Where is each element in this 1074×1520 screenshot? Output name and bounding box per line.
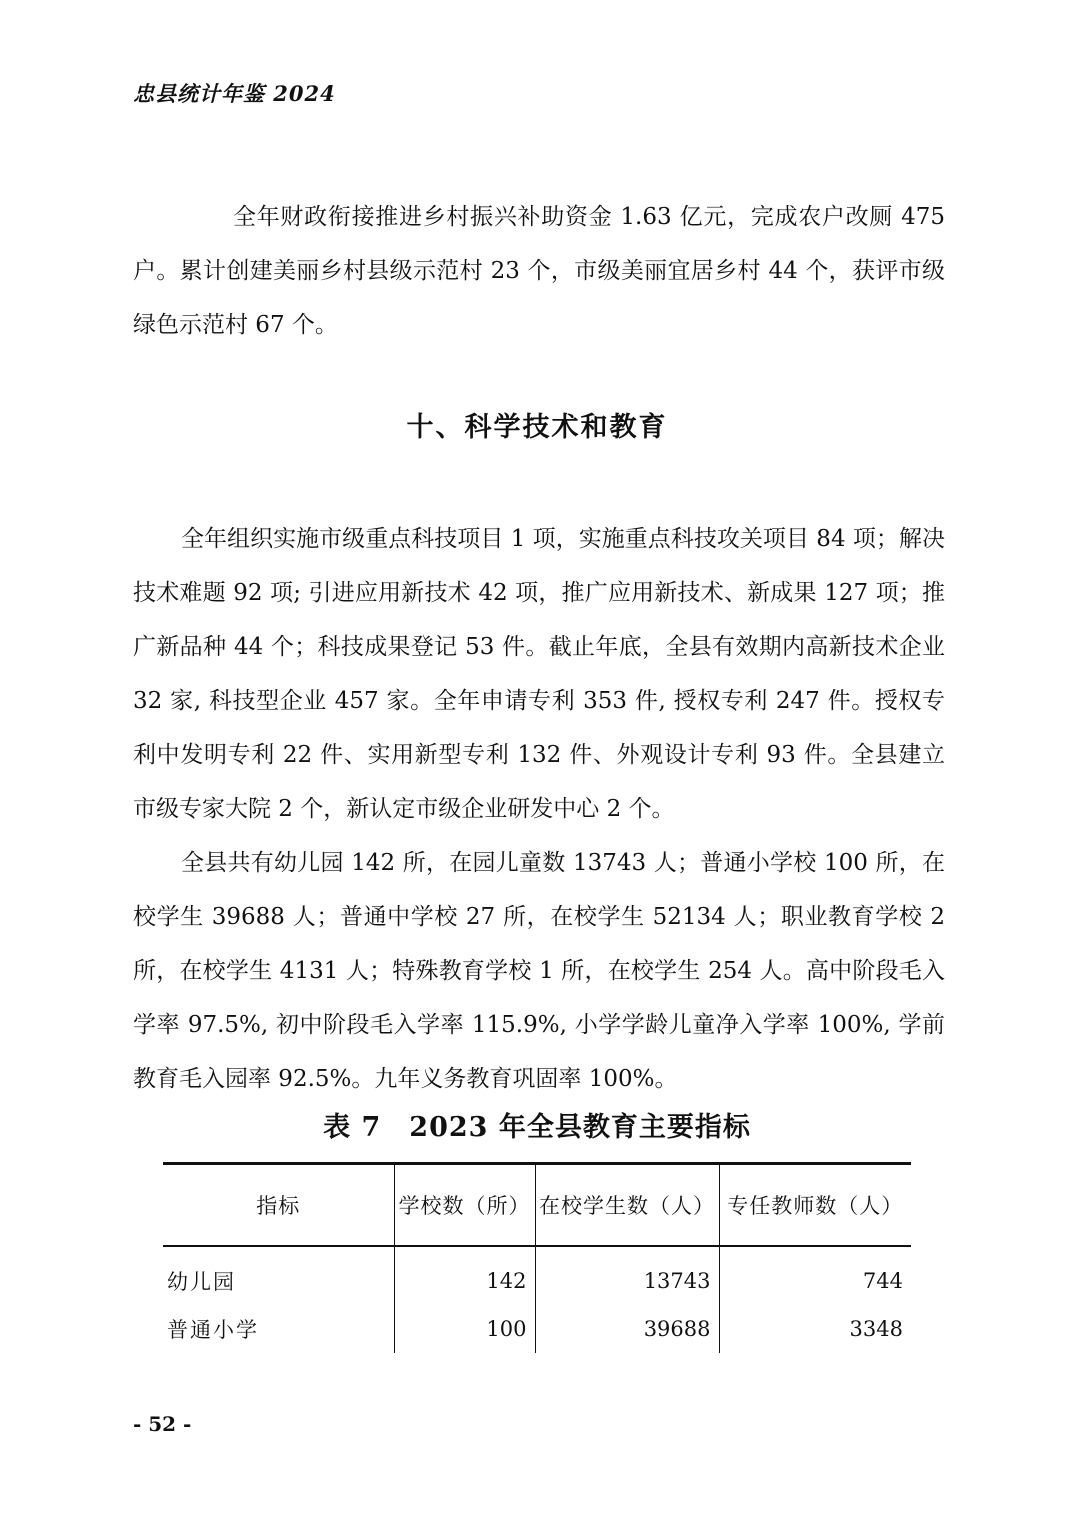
teacher-count-cell: 744 xyxy=(719,1246,911,1305)
row-label: 普通小学 xyxy=(167,1318,259,1342)
paragraph-science-technology: 全年组织实施市级重点科技项目 1 项，实施重点科技攻关项目 84 项；解决技术难题 92 项; 引进应用新技术 42 项，推广应用新技术、新成果 127 项；推广新品种 44 个；科技成果登记 53 件。截止年底，全县有效期内高新技术企业 32 家, 科技型企业 457 家。全年申请专利 353 件, 授权专利 247 件。授权专利中发明专利 22 件、实用新型专利 132 件、外观设计专利 93 件。全县建立市级专家大院 2 个，新认定市级企业研发中心 2 个。 xyxy=(133,526,945,822)
header-school-count: 学校数（所） xyxy=(394,1164,535,1247)
page-number: - 52 - xyxy=(133,1412,192,1436)
teacher-count-cell: 3348 xyxy=(719,1305,911,1353)
table-header-row xyxy=(163,1164,911,1247)
table-title: 表 7 2023 年全县教育主要指标 xyxy=(323,1112,751,1143)
table-row xyxy=(163,1246,911,1305)
student-count-cell: 13743 xyxy=(535,1246,719,1305)
running-header: 忠县统计年鉴 2024 xyxy=(133,81,336,106)
paragraph-rural-revitalization: 全年财政衔接推进乡村振兴补助资金 1.63 亿元，完成农户改厕 475 户。累计创建美丽乡村县级示范村 23 个，市级美丽宜居乡村 44 个，获评市级绿色示范村 67 个。 xyxy=(133,204,945,338)
header-indicator: 指标 xyxy=(256,1194,301,1218)
header-student-count: 在校学生数（人） xyxy=(535,1164,719,1247)
school-count-cell: 142 xyxy=(394,1246,535,1305)
school-count-cell: 100 xyxy=(394,1305,535,1353)
paragraph-education: 全县共有幼儿园 142 所，在园儿童数 13743 人；普通小学校 100 所，在校学生 39688 人；普通中学校 27 所，在校学生 52134 人；职业教育学校 2 所，在校学生 4131 人；特殊教育学校 1 所，在校学生 254 人。高中阶段毛入学率 97.5%, 初中阶段毛入学率 115.9%, 小学学龄儿童净入学率 100%, 学前教育毛入园率 92.5%。九年义务教育巩固率 100%。 xyxy=(133,850,945,1092)
table-row xyxy=(163,1305,911,1353)
section-title: 十、科学技术和教育 xyxy=(406,412,668,443)
row-label: 幼儿园 xyxy=(167,1270,236,1294)
education-indicators-table xyxy=(163,1162,911,1353)
header-teacher-count: 专任教师数（人） xyxy=(719,1164,911,1247)
student-count-cell: 39688 xyxy=(535,1305,719,1353)
